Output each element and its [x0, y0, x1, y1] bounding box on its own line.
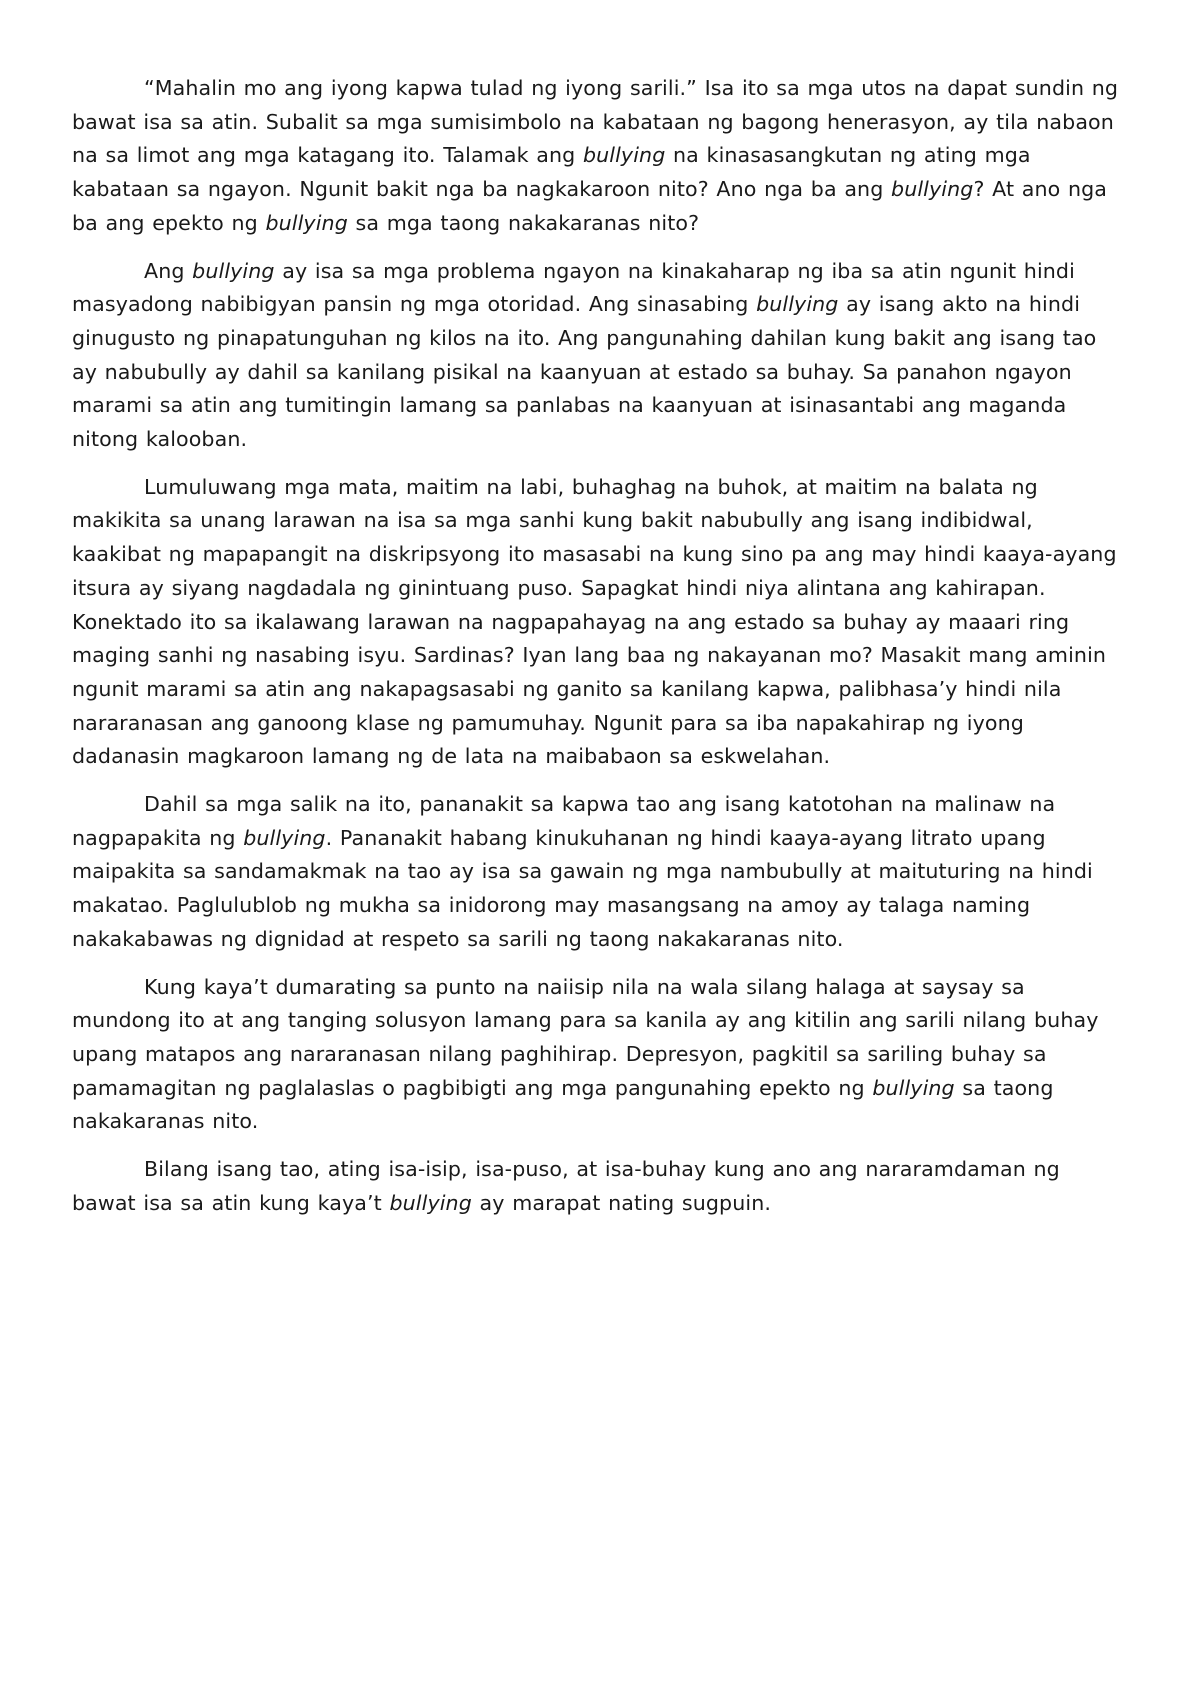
paragraph-2-text: ay isa sa mga problema ngayon na kinakaharap ng iba sa atin ngunit hindi masyadong nabibigyan pansin ng mga otoridad. Ang sinasabing: [72, 258, 1075, 317]
paragraph-5: [72, 971, 1128, 1140]
term-bullying: bullying: [582, 143, 666, 168]
term-bullying: bullying: [891, 177, 974, 202]
paragraph-3: [72, 471, 1128, 774]
term-bullying: bullying: [243, 825, 326, 850]
paragraph-2: [72, 255, 1128, 457]
paragraph-6-text: Bilang isang tao, ating isa-isip, isa-puso, at isa-buhay kung ano ang nararamdaman ng bawat isa sa atin kung kaya’t: [72, 1157, 1060, 1215]
paragraph-4-text: Dahil sa mga salik na ito, pananakit sa kapwa tao ang isang katotohan na malinaw na nagpapakita ng: [72, 792, 1056, 850]
paragraph-4-text: . Pananakit habang kinukuhanan ng hindi kaaya-ayang litrato upang maipakita sa sandamakmak na tao ay isa sa gawain ng mga nambubully at maituturing na hindi makatao. Paglulublob ng mukha sa inidorong may masangsang na amoy ay talaga naming nakakabawas ng dignidad at respeto sa sarili ng taong nakakaranas nito.: [72, 825, 1093, 951]
term-bullying: bullying: [389, 1190, 472, 1215]
paragraph-5-text: sa taong nakakaranas nito.: [72, 1075, 1054, 1134]
paragraph-1-text: na kinasasangkutan ng ating mga kabataan sa ngayon. Ngunit bakit nga ba nagkakaroon nito? Ano nga ba ang: [72, 143, 1031, 202]
term-bullying: bullying: [265, 210, 348, 235]
paragraph-3-text: Lumuluwang mga mata, maitim na labi, buhaghag na buhok, at maitim na balata ng makikita sa unang larawan na isa sa mga sanhi kung bakit nabubully ang isang indibidwal, kaakibat ng mapapangit na diskripsyong ito masasabi na kung sino pa ang may hindi kaaya-ayang itsura ay siyang nagdadala ng ginintuang puso. Sapagkat hindi niya alintana ang kahirapan. Konektado ito sa ikalawang larawan na nagpapahayag na ang estado sa buhay ay maaari ring maging sanhi ng nasabing isyu. Sardinas? Iyan lang baa ng nakayanan mo? Masakit mang aminin ngunit marami sa atin ang nakapagsasabi ng ganito sa kanilang kapwa, palibhasa’y hindi nila nararanasan ang ganoong klase ng pamumuhay. Ngunit para sa iba napakahirap ng iyong dadanasin magkaroon lamang ng de lata na maibabaon sa eskwelahan.: [72, 474, 1117, 769]
paragraph-4: [72, 788, 1128, 957]
paragraph-2-text: Ang: [144, 258, 193, 283]
paragraph-1-text: “Mahalin mo ang iyong kapwa tulad ng iyong sarili.” Isa ito sa mga utos na dapat sundin ng bawat isa sa atin. Subalit sa mga sumisimbolo na kabataan ng bagong henerasyon, ay tila nabaon na sa limot ang mga katagang ito. Talamak ang: [72, 76, 1119, 168]
paragraph-6-text: ay marapat nating sugpuin.: [471, 1190, 772, 1215]
term-bullying: bullying: [872, 1075, 955, 1100]
paragraph-6: [72, 1153, 1128, 1220]
paragraph-1-text: ? At ano nga ba ang epekto ng: [72, 177, 1108, 235]
paragraph-5-text: Kung kaya’t dumarating sa punto na naiisip nila na wala silang halaga at saysay sa mundong ito at ang tanging solusyon lamang para sa kanila ay ang kitilin ang sarili nilang buhay upang matapos ang nararanasan nilang paghihirap. Depresyon, pagkitil sa sariling buhay sa pamamagitan ng paglalaslas o pagbibigti ang mga pangunahing epekto ng: [72, 974, 1099, 1100]
term-bullying: bullying: [192, 258, 275, 283]
paragraph-1: [72, 72, 1128, 241]
term-bullying: bullying: [756, 292, 839, 317]
paragraph-1-text: sa mga taong nakakaranas nito?: [347, 210, 700, 235]
paragraph-2-text: ay isang akto na hindi ginugusto ng pinapatunguhan ng kilos na ito. Ang pangunahing dahilan kung bakit ang isang tao ay nabubully ay dahil sa kanilang pisikal na kaanyuan at estado sa buhay. Sa panahon ngayon marami sa atin ang tumitingin lamang sa panlabas na kaanyuan at isinasantabi ang maganda nitong kalooban.: [72, 292, 1097, 452]
